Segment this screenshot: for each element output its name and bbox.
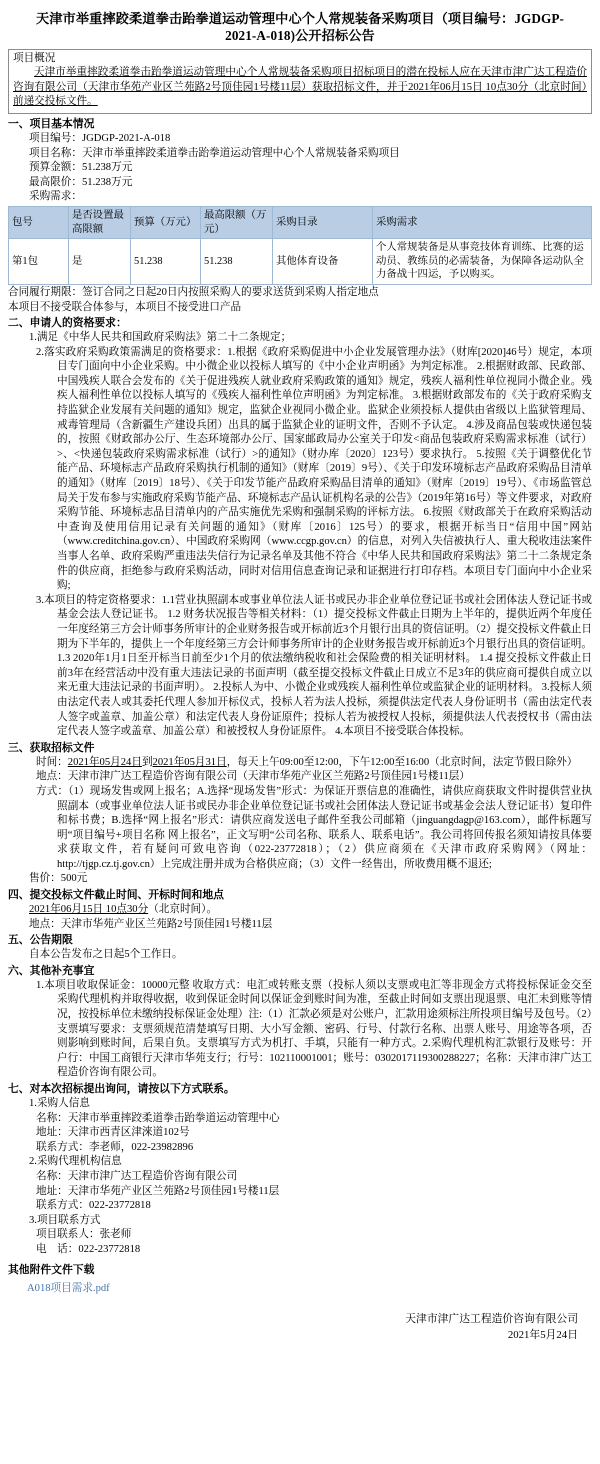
qualification-item-3: 3.本项目的特定资格要求：1.1营业执照副本或事业单位法人证书或民办非企业单位登记证书或社会团体法人登记证书或基金会法人登记证书。 1.2 财务状况报告等相关材料：（1）提交投标文件截止日期为上半年的，提供近两个年度任一年度经第三方会计师事务所审计的企业财务报告或开标前近3个月银行出具的资信证明。（2）提交投标文件截止日期为下半年的，提供上一个年度经第三方会计师事务所审计的企业财务报告或开标前近3个月银行出具的资信证明。 1.3 2020年1月1日至开标当日前至少1个月的依法缴纳税收和社会保险费的相关证明材料。 1.4 提交投标文件截止日前3年在经营活动中没有重大违法记录的书面声明（截至提交投标文件截止日成立不足3年的供应商可提供自成立以来无重大违法记录的书面声明）。 2.投标人为中、小微企业或残疾人福利性单位或监狱企业的证明材料。 3.投标人须由法定代表人或其委托代理人参加开标仪式，投标人若为法人投标，须提供法定代表人身份证明书（需由法定代表人签字或盖章、加盖公章）和法定代表人身份证原件；投标人若为被授权人投标，须提供法人代表授权书（需由法定代表人签字或盖章、加盖公章）和被授权人身份证原件。 4.本项目不接受联合体投标。 [36, 594, 592, 738]
agency-contact-value: 022-23772818 [88, 1200, 151, 1212]
buyer-info-heading: 1.采购人信息 [29, 1098, 90, 1110]
bid-deadline-rest: （北京时间）。 [148, 904, 218, 916]
col-budget: 预算（万元） [131, 206, 201, 238]
overview-body: 天津市举重摔跤柔道拳击跆拳道运动管理中心个人常规装备采购项目招标项目的潜在投标人应在天津市津广达工程造价咨询有限公司（天津市华苑产业区兰苑路2号顶佳园1号楼11层）获取招标文件，并于2021年06月15日 10点30分（北京时间）前递交投标文件。 [13, 67, 587, 108]
buyer-address-label: 地址： [36, 1127, 68, 1139]
project-contact-phone-row [36, 1243, 592, 1258]
attachments-heading: 其他附件文件下载 [8, 1263, 95, 1276]
cell-package-no: 第1包 [9, 239, 69, 285]
procurement-requirement-table [8, 206, 592, 285]
agency-contact-row [36, 1199, 592, 1214]
section-4-heading: 四、提交投标文件截止时间、开标时间和地点 [8, 889, 224, 902]
agency-name-value: 天津市津广达工程造价咨询有限公司 [67, 1170, 238, 1182]
buyer-name-row [36, 1112, 592, 1127]
ceiling-row [29, 176, 592, 191]
section-1-heading: 一、项目基本情况 [8, 117, 95, 130]
project-overview-box [8, 49, 592, 114]
budget-row [29, 161, 592, 176]
buyer-contact-value: 李老师，022-23982896 [88, 1141, 194, 1153]
project-number-row [29, 132, 592, 147]
buyer-name-value: 天津市举重摔跤柔道拳击跆拳道运动管理中心 [67, 1112, 280, 1124]
project-contact-phone-value: 022-23772818 [78, 1243, 141, 1255]
section-7-heading: 七、对本次招标提出询问，请按以下方式联系。 [8, 1083, 235, 1096]
cell-requirement: 个人常规装备是从事竞技体育训练、比赛的运动员、教练员的必需装备，为保障各运动队全力备战十四运，予以购买。 [373, 239, 592, 285]
time-start: 2021年05月24日 [67, 756, 142, 768]
time-label: 时间： [36, 756, 68, 768]
consortium-note: 本项目不接受联合体参与，本项目不接受进口产品 [8, 301, 242, 313]
buyer-contact-label: 联系方式： [36, 1141, 89, 1153]
buyer-address-value: 天津市西青区津淶道102号 [67, 1127, 190, 1139]
budget-label: 预算金额： [29, 162, 82, 174]
col-ceiling: 最高限额（万元） [201, 206, 273, 238]
ceiling-label: 最高限价： [29, 176, 82, 188]
announcement-period: 自本公告发布之日起5个工作日。 [29, 949, 183, 961]
col-catalog: 采购目录 [273, 206, 373, 238]
doc-price: 售价：500元 [29, 873, 88, 885]
agency-name-row [36, 1170, 592, 1185]
budget-value: 51.238万元 [81, 162, 133, 174]
agency-name-label: 名称： [36, 1170, 68, 1182]
project-name-row [29, 147, 592, 162]
agency-info-heading: 2.采购代理机构信息 [29, 1156, 122, 1168]
ceiling-value: 51.238万元 [81, 176, 133, 188]
footer-company: 天津市津广达工程造价咨询有限公司 [405, 1312, 578, 1325]
buyer-name-label: 名称： [36, 1112, 68, 1124]
qualification-item-1: 1.满足《中华人民共和国政府采购法》第二十二条规定； [29, 332, 292, 344]
time-end: 2021年05月31日 [152, 756, 227, 768]
agency-address-label: 地址： [36, 1185, 68, 1197]
table-row [9, 239, 592, 285]
project-contact-person-row [36, 1228, 592, 1243]
demand-label: 采购需求： [29, 191, 82, 203]
cell-catalog: 其他体育设备 [273, 239, 373, 285]
time-rest: ，每天上午09:00至12:00，下午12:00至16:00（北京时间，法定节假日除外） [226, 756, 578, 768]
cell-has-ceiling: 是 [69, 239, 131, 285]
project-number-label: 项目编号： [29, 132, 82, 144]
bid-opening-place: 地点：天津市华苑产业区兰苑路2号顶佳园1号楼11层 [29, 918, 273, 930]
cell-budget: 51.238 [131, 239, 201, 285]
page-title: 天津市举重摔跤柔道拳击跆拳道运动管理中心个人常规装备采购项目（项目编号：JGDGP-2021-A-018)公开招标公告 [35, 11, 565, 43]
col-requirement: 采购需求 [373, 206, 592, 238]
buyer-address-row [36, 1126, 592, 1141]
bid-deadline-row [29, 903, 592, 918]
project-number-value: JGDGP-2021-A-018 [81, 132, 171, 144]
doc-acquisition-method: 方式：（1）现场发售或网上报名；A.选择“现场发售”形式：为保证开票信息的准确性，请供应商获取文件时提供营业执照副本（或事业单位法人证书或民办非企业单位登记证书或社会团体法人登记证书或基金会法人登记证书）复印件和标书费；B.选择“网上报名”形式：请供应商发送电子邮件至我公司邮箱（jinguangdagp@163.com），邮件标题写明“项目编号+项目名称 网上报名”，正文写明“公司名称、联系人、联系电话”。我公司将回传报名须知请按具体要求获取文件，若有疑问可致电咨询（022-23772818）；（2）供应商须在《天津市政府采购网》（网址：http://tjgp.cz.tj.gov.cn）上完成注册并成为合格供应商；（3）文件一经售出，所收费用概不退还; [36, 785, 592, 870]
qualification-item-2: 2.落实政府采购政策需满足的资格要求：1.根据《政府采购促进中小企业发展管理办法》（财库[2020]46号）规定，本项目专门面向中小企业采购。中小微企业以投标人填写的《中小企业声明函》为判定标准。 2.根据财政部、民政部、中国残疾人联合会发布的《关于促进残疾人就业政府采购政策的通知》规定，残疾人福利性单位视同小微企业。残疾人福利性单位以投标人填写的《残疾人福利性单位声明函》为判定标准。 3.根据财政部发布的《关于政府采购支持监狱企业发展有关问题的通知》规定，监狱企业视同小微企业。监狱企业须投标人提供由省级以上监狱管理局、戒毒管理局（含新疆生产建设兵团）出具的属于监狱企业的证明文件，否则不予认定。 4.涉及商品包装或快递包装的，按照《财政部办公厅、生态环境部办公厅、国家邮政局办公室关于印发<商品包装政府采购需求标准（试行）>、<快递包装政府采购需求标准（试行）>的通知》（财办库〔2020〕123号）要求执行。 5.按照《关于调整优化节能产品、环境标志产品政府采购执行机制的通知》（财库〔2019〕9号）、《关于印发环境标志产品政府采购品目清单的通知》（财库〔2019〕18号）、《关于印发节能产品政府采购品目清单的通知》（财库〔2019〕19号）、《市场监管总局关于发布参与实施政府采购节能产品、环境标志产品认证机构名录的公告》（2019年第16号）等文件要求，对政府采购节能、环境标志品目清单内的产品实施优先采购和强制采购的评标方法。 6.按照《财政部关于在政府采购活动中查询及使用信用记录有关问题的通知》（财库〔2016〕125号）的要求，根据开标当日“信用中国”网站（www.creditchina.gov.cn）、中国政府采购网（www.ccgp.gov.cn）的信息，对列入失信被执行人、重大税收违法案件当事人名单、政府采购严重违法失信行为记录名单及其他不符合《中华人民共和国政府采购法》第二十二条规定条件的供应商，拒绝参与政府采购活动，同时对信用信息查询记录和证据进行打印存档。本项目专门面向中小企业采购; [36, 346, 592, 592]
project-contact-person-value: 张老师 [99, 1229, 132, 1241]
project-contact-person-label: 项目联系人： [36, 1229, 100, 1241]
section-3-heading: 三、获取招标文件 [8, 741, 95, 754]
footer-date: 2021年5月24日 [507, 1329, 578, 1342]
agency-address-value: 天津市华苑产业区兰苑路2号顶佳园1号楼11层 [67, 1185, 280, 1197]
section-2-heading: 二、申请人的资格要求： [8, 317, 127, 330]
project-name-label: 项目名称： [29, 147, 82, 159]
project-contact-heading: 3.项目联系方式 [29, 1214, 101, 1226]
document-footer [8, 1311, 592, 1344]
doc-acquisition-place: 地点：天津市津广达工程造价咨询有限公司（天津市华苑产业区兰苑路2号顶佳园1号楼11层） [36, 771, 470, 783]
agency-contact-label: 联系方式： [36, 1200, 89, 1212]
section-5-heading: 五、公告期限 [8, 934, 73, 947]
contract-term: 合同履行期限：签订合同之日起20日内按照采购人的要求送货到采购人指定地点 [8, 286, 379, 298]
supplementary-item-1: 1.本项目收取保证金：10000元整 收取方式：电汇或转账支票（投标人须以支票或电汇等非现金方式将投标保证金交至采购代理机构并取得收据，收到保证金时间以保证金到账时间为准，至截止时间如支票出现退票、电汇未到账等情况，按投标单位未缴纳投标保证金处理）注:（1）汇款必须是对公账户，汇款用途须标注所投项目编号及包号。（2）支票填写要求：支票须规范清楚填写日期、大小写金额、密码、行号、付款行名称、出票人账号、用途等各项，否则影响到账时间，后果自负。支票填写方式为机打、手填，只能有一种方式。2.采购代理机构汇款银行及账号：开户行：中国工商银行天津市华苑支行；行号：102110001001；账号：0302017119300288227；名称：天津市津广达工程造价咨询有限公司。 [36, 979, 592, 1079]
project-contact-phone-label: 电 话： [36, 1243, 79, 1255]
attachment-list [8, 1278, 592, 1297]
time-to: 到 [141, 756, 153, 768]
section-6-heading: 六、其他补充事宜 [8, 964, 95, 977]
col-package-no: 包号 [9, 206, 69, 238]
table-header-row [9, 206, 592, 238]
overview-label: 项目概况 [13, 53, 56, 64]
buyer-contact-row [36, 1141, 592, 1156]
project-name-value: 天津市举重摔跤柔道拳击跆拳道运动管理中心个人常规装备采购项目 [81, 147, 400, 159]
bid-deadline-value: 2021年06月15日 10点30分 [29, 904, 149, 916]
doc-acquisition-time [36, 756, 592, 771]
agency-address-row [36, 1185, 592, 1200]
cell-ceiling: 51.238 [201, 239, 273, 285]
attachment-link-pdf[interactable]: A018项目需求.pdf [27, 1282, 110, 1294]
col-has-ceiling: 是否设置最高限额 [69, 206, 131, 238]
